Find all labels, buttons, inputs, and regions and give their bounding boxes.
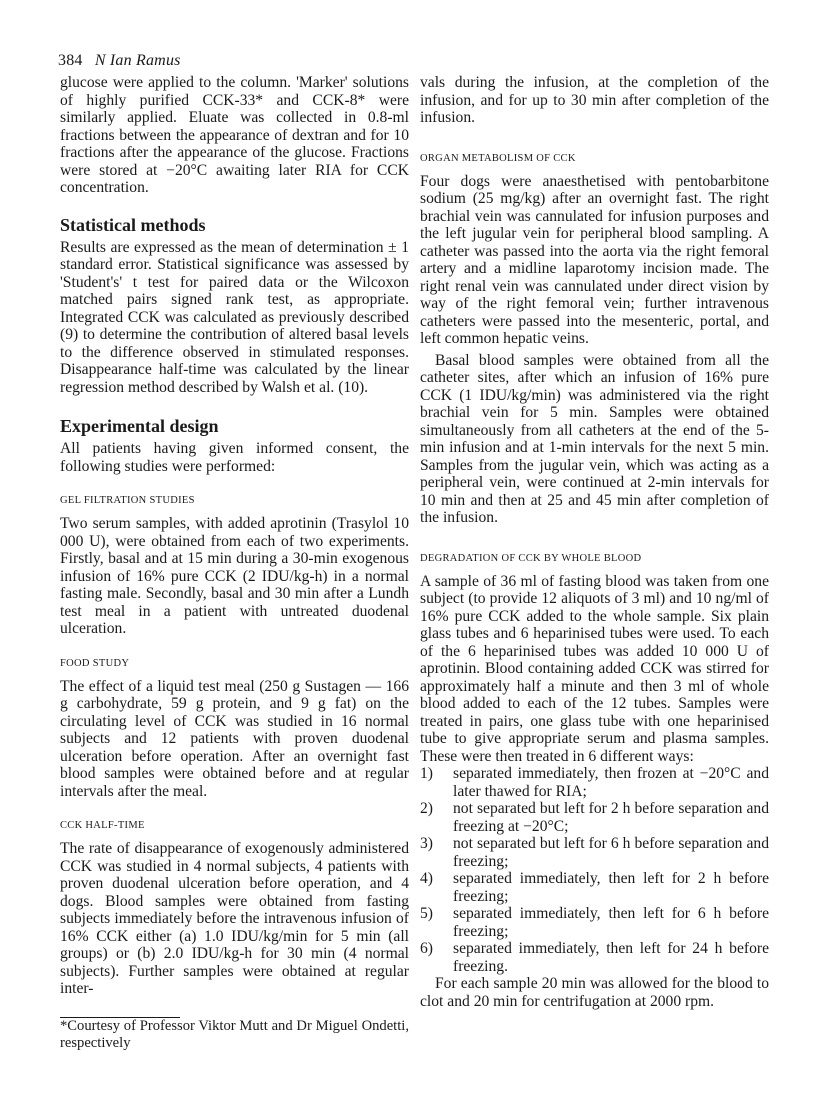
heading-statistical-methods: Statistical methods [60, 214, 206, 235]
paragraph-organ-metabolism-2: Basal blood samples were obtained from all the catheter sites, after which an infusion of 16% pure CCK (1 IDU/kg/min) was administered via the right brachial vein for 5 min. Samples were obtained simultaneously from all catheters at the end of the 5-min infusion and at 1-min intervals for the next 5 min. Samples from the jugular vein, which was acting as a peripheral vein, were continued at 2-min intervals for 10 min and then at 25 and 45 min after completion of the infusion. [420, 351, 769, 526]
right-column [420, 74, 769, 1010]
left-column [60, 74, 409, 998]
list-item: 6) separated immediately, then left for 24 h before freezing. [420, 940, 769, 975]
paragraph-gel-filtration: Two serum samples, with added aprotinin (Trasylol 10 000 U), were obtained from each of two experiments. Firstly, basal and at 15 min during a 30-min exogenous infusion of 16% pure CCK (2 IDU/kg-h) in a normal fasting male. Secondly, basal and 30 min after a Lundh test meal in a patient with untreated duodenal ulceration. [60, 515, 409, 637]
subheading-organ-metabolism: ORGAN METABOLISM OF CCK [420, 152, 576, 164]
paragraph-organ-metabolism-1: Four dogs were anaesthetised with pentobarbitone sodium (25 mg/kg) after an overnight fast. The right brachial vein was cannulated for infusion purposes and the left jugular vein for peripheral blood sampling. A catheter was passed into the aorta via the right femoral artery and a midline laparotomy incision made. The right renal vein was cannulated under direct vision by way of the right femoral vein; further intravenous catheters were passed into the mesenteric, portal, and left common hepatic veins. [420, 172, 769, 347]
subheading-food-study: FOOD STUDY [60, 657, 130, 669]
subheading-degradation: DEGRADATION OF CCK BY WHOLE BLOOD [420, 552, 642, 564]
paragraph-food-study: The effect of a liquid test meal (250 g Sustagen — 166 g carbohydrate, 59 g protein, and 9 g fat) on the circulating level of CCK was studied in 16 normal subjects and 12 patients with proven duodenal ulceration before operation. After an overnight fast blood samples were obtained before and at regular intervals after the meal. [60, 677, 409, 800]
list-item: 3) not separated but left for 6 h before separation and freezing; [420, 835, 769, 870]
paragraph-cck-half-time: The rate of disappearance of exogenously administered CCK was studied in 4 normal subjects, 4 patients with proven duodenal ulceration before operation, and 4 dogs. Blood samples were obtained from fasting subjects immediately before the intravenous infusion of 16% CCK either (a) 1.0 IDU/kg/min for 5 min (all groups) or (b) 2.0 IDU/kg-h for 30 min (4 normal subjects). Further samples were obtained at regular inter- [60, 840, 409, 997]
paragraph-degradation: A sample of 36 ml of fasting blood was taken from one subject (to provide 12 aliquots of 3 ml) and 10 ng/ml of 16% pure CCK added to the whole sample. Six plain glass tubes and 6 heparinised tubes were used. To each of the 6 heparinised tubes was added 10 000 U of aprotinin. Blood containing added CCK was stirred for approximately half a minute and then 3 ml of whole blood added to each of the 12 tubes. Samples were treated in pairs, one glass tube with one heparinised tube to give appropriate serum and plasma samples. These were then treated in 6 different ways: [420, 572, 769, 765]
list-item: 4) separated immediately, then left for 2 h before freezing; [420, 870, 769, 905]
list-item: 5) separated immediately, then left for 6 h before freezing; [420, 905, 769, 940]
page-number: 384 [58, 52, 83, 69]
list-item: 2) not separated but left for 2 h before separation and freezing at −20°C; [420, 800, 769, 835]
treatment-list [420, 765, 769, 975]
subheading-gel-filtration: GEL FILTRATION STUDIES [60, 495, 195, 506]
paragraph-gel-filtration-cont: glucose were applied to the column. 'Marker' solutions of highly purified CCK-33* and CCK-8* were similarly applied. Eluate was collected in 0.8-ml fractions between the appearance of dextran and for 10 fractions after the appearance of the glucose. Fractions were stored at −20°C awaiting later RIA for CCK concentration. [60, 74, 409, 196]
footnote: *Courtesy of Professor Viktor Mutt and Dr Miguel Ondetti, respectively [60, 1018, 409, 1051]
paragraph-centrifugation: For each sample 20 min was allowed for the blood to clot and 20 min for centrifugation at 2000 rpm. [420, 975, 769, 1010]
heading-experimental-design: Experimental design [60, 416, 219, 436]
subheading-cck-half-time: CCK HALF-TIME [60, 820, 145, 831]
paragraph-half-time-cont: vals during the infusion, at the completion of the infusion, and for up to 30 min after completion of the infusion. [420, 74, 769, 126]
running-header [58, 52, 181, 70]
running-title: N Ian Ramus [94, 52, 181, 69]
paragraph-experimental-design: All patients having given informed consent, the following studies were performed: [60, 440, 409, 475]
list-item: 1) separated immediately, then frozen at −20°C and later thawed for RIA; [420, 765, 769, 800]
paragraph-statistical-methods: Results are expressed as the mean of determination ± 1 standard error. Statistical significance was assessed by 'Student's' t test for paired data or the Wilcoxon matched pairs signed rank test, as appropriate. Integrated CCK was calculated as previously described (9) to determine the contribution of altered basal levels to the difference observed in stimulated responses. Disappearance half-time was calculated by the linear regression method described by Walsh et al. (10). [60, 238, 409, 396]
